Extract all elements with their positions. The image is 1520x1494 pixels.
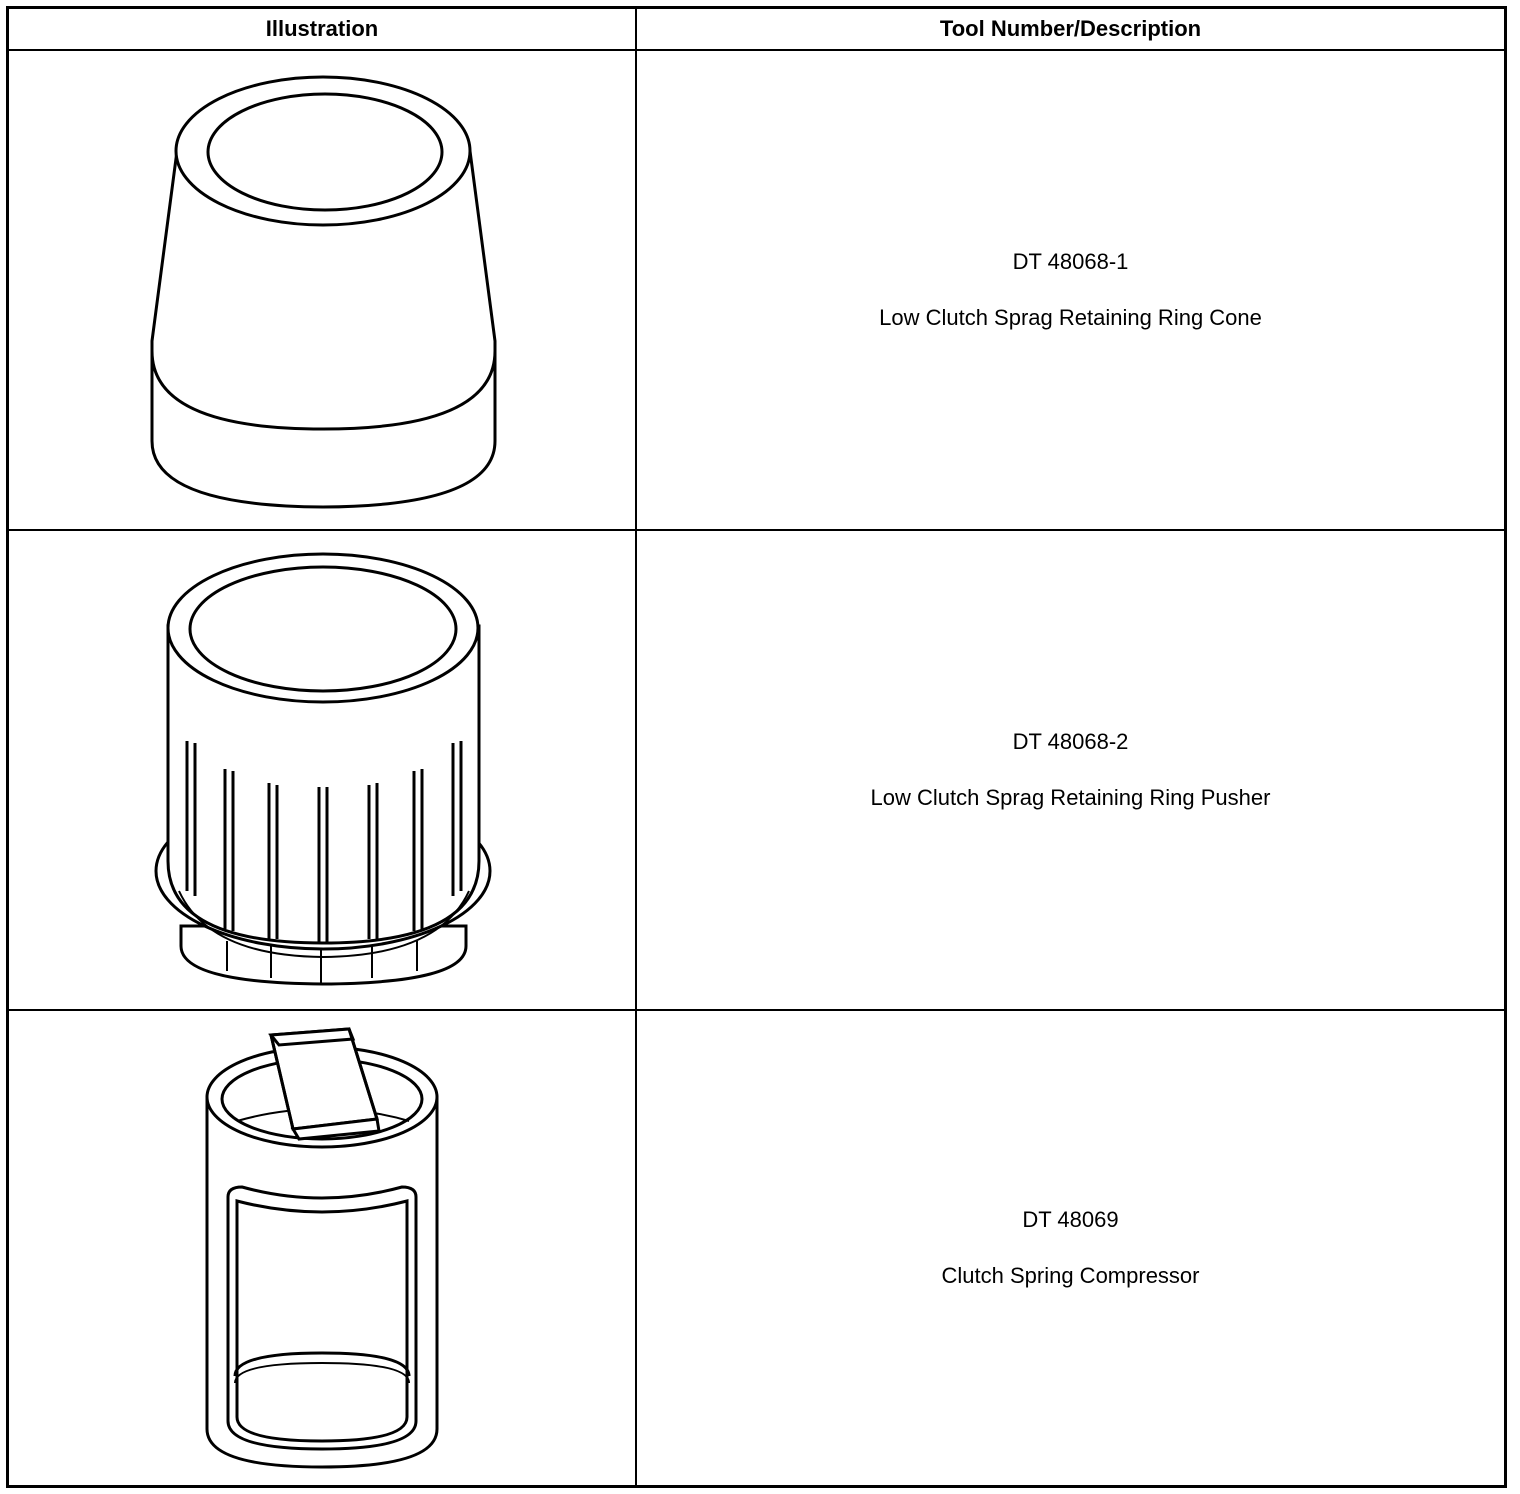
- header-illustration: Illustration: [265, 16, 379, 41]
- description-cell: [637, 531, 1504, 1009]
- retaining-ring-pusher-illustration: [9, 531, 635, 1009]
- clutch-spring-compressor-illustration: [9, 1011, 635, 1485]
- tool-number: DT 48068-1: [1012, 249, 1129, 274]
- tool-table: [6, 6, 1507, 1488]
- tool-description: Low Clutch Sprag Retaining Ring Cone: [879, 305, 1262, 330]
- header-tool-description: Tool Number/Description: [939, 16, 1202, 41]
- table-row: [9, 51, 1504, 531]
- tool-description: Clutch Spring Compressor: [941, 1263, 1200, 1288]
- table-row: [9, 1011, 1504, 1485]
- table-header: [9, 9, 1504, 51]
- illustration-cell: [9, 51, 635, 529]
- description-cell: [637, 51, 1504, 529]
- description-cell: [637, 1011, 1504, 1485]
- tool-number: DT 48068-2: [1012, 729, 1129, 754]
- table-row: [9, 531, 1504, 1011]
- retaining-ring-cone-illustration: [9, 51, 635, 529]
- illustration-cell: [9, 1011, 635, 1485]
- tool-description: Low Clutch Sprag Retaining Ring Pusher: [870, 785, 1271, 810]
- illustration-cell: [9, 531, 635, 1009]
- tool-number: DT 48069: [1022, 1207, 1119, 1232]
